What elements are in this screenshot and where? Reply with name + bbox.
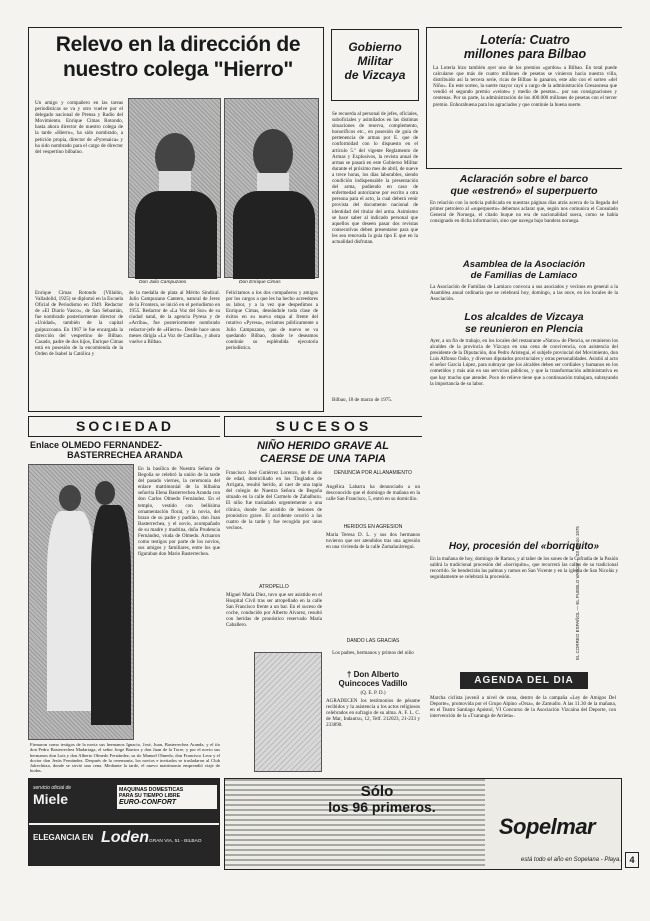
alcaldes-title-2: se reunieron en Plencia bbox=[465, 323, 583, 335]
sociedad-title bbox=[30, 440, 220, 460]
miele-line-3: PARA SU TIEMPO LIBRE bbox=[119, 793, 181, 799]
sucesos-article bbox=[224, 416, 422, 774]
obituary-rip: (Q. E. P. D.) bbox=[360, 690, 386, 696]
borriquito-title: Hoy, procesión del «borriquito» bbox=[448, 541, 600, 552]
obituary-body: AGRADECEN los testimonios de pésame recibidos y la asistencia a los actos religiosos celebrados en sufragio de su alma. A. F. L. C. de Mar, Indautxu, 12, Telf. 212023, 21-233 y 233890. bbox=[326, 698, 420, 729]
loteria-title-2: millones para Bilbao bbox=[463, 47, 587, 61]
asamblea-article bbox=[426, 259, 622, 302]
asamblea-body: La Asociación de Familias de Lamiaco convoca a sus asociados y vecinos en general a la Asamblea anual ordinaria que se celebrará hoy, domingo, a las once, en los locales de la Asociación. bbox=[430, 284, 618, 303]
sopelmar-line-2: los 96 primeros. bbox=[328, 799, 436, 815]
aclaracion-article bbox=[426, 173, 622, 224]
sucesos-col1: Francisco José Gutiérrez Lorenzo, de 8 años de edad, domiciliado en los Tinglados de Arrigata, resultó herido, al caer de una tapia del colegio de Nuestra Señora de Begoña situado en la calle del Carmelo de Zabalburu. El niño fue trasladado urgentemente a una clínica, donde fue asistido de lesiones de pronóstico grave. El accidente ocurrió a las cuatro de la tarde y fue recogido por unos vecinos. bbox=[226, 470, 322, 531]
obituary-name-1: † Don Alberto bbox=[346, 670, 400, 679]
sociedad-title-2: BASTERRECHEA ARANDA bbox=[67, 450, 183, 460]
sucesos-col1b: Miguel María Diez, tuvo que ser asistido en el Hospital Civil tras ser atropellado en la calle San Francisco frente a un bar. En el suceso de coche, conducido por Alberto Alvarez, resultó con heridas de pronóstico reservado María Caballero. bbox=[226, 592, 322, 629]
sopelmar-tagline: está todo el año en Sopelana - Playa. bbox=[520, 857, 621, 863]
sucesos-title-1: NIÑO HERIDO GRAVE AL bbox=[256, 440, 389, 452]
relevo-col3: Felicitamos a los dos compañeros y amigos por los cargos a que les ha hecho acreedores su labor, y a la vez que despedimos a Enrique Cimas, deseándole toda clase de éxitos en su nueva etapa al frente del rotativo «Pyresa», reclamos públicamente a Julio Campuzano, que de nuevo se va quedando Bilbao, donde le deseamos continúe su espléndida ejecutoria periodística. bbox=[226, 290, 318, 351]
aclaracion-title-2: que «estrenó» el superpuerto bbox=[450, 185, 598, 197]
side-text: EL CORREO ESPAÑOL — EL PUEBLO VASCO — 23 marzo 1975 bbox=[575, 526, 580, 660]
gobierno-signature: Bilbao, 18 de marzo de 1975. bbox=[332, 397, 393, 403]
relevo-article bbox=[28, 27, 324, 412]
agenda-body: Marcha ciclista juvenil a nivel de zona, dentro de la campaña «Ley de Amigos Del Deporte», promovida por el Grupo Alpino «Orsa», de Zamudio. A las 11.30 de la mañana, en el Teatro Santiago Apóstol, VI Concurso de la Asociación Vizcaína del Deporte, con intervención de la «Txaranga de Arrieta». bbox=[430, 695, 616, 720]
borriquito-body: En la mañana de hoy, domingo de Ramos, y al tañer de los sones de la Cofradía de la Pasión saldrá la tradicional procesión del «borriquito», que recorrerá las calles de su tradicional recorrido. Se bendecirán las palmas y ramos en San Vicente y en la iglesia de San Nicolás y seguidamente se celebrará la procesión. bbox=[430, 556, 618, 581]
atropello-head: ATROPELLO bbox=[259, 584, 289, 590]
caption-campuzano: Don Julio Campuzano bbox=[139, 280, 187, 285]
borriquito-article bbox=[426, 541, 622, 580]
page-number: 4 bbox=[625, 852, 639, 868]
aclaracion-body: En relación con la noticia publicada en nuestras páginas días atrás acerca de la llegada del primer petrolero al «superpuerto» debemos aclarar que, según nos comunica el Consulado General de Noruega, el citado buque no era de nacionalidad sueca, como se había consignado en dicha información, sino que navega bajo bandera noruega. bbox=[430, 200, 618, 225]
sucesos-title-2: CAERSE DE UNA TAPIA bbox=[260, 452, 386, 465]
heridos-head: HERIDOS EN AGRESION bbox=[343, 524, 403, 530]
sociedad-caption: Firmaron como testigos de la novia sus hermanos Ignacio, José, Juan, Basterrechea Aranda, y el tío don Pedro Basterrechea Madariaga, el señor Jorge Barrios y don Juan de la Torre, y por el novio sus hermanos don Luis y don Alberto Olmedo Fernández, su tío Manuel Olmedo, don Francisco Leoz y el doctor don Jesús Fernández. Después de la ceremonia, los novios e invitados se trasladaron al Club Jalrechtiza, donde se sirvió una cena. Mediante la tarde, el nuevo matrimonio emprendió viaje de bodas. bbox=[30, 742, 220, 774]
alcaldes-body: Ayer, a un fin de trabajo, en los locales del restaurante «Natxo» de Plencia, se reunieron los alcaldes de la provincia de Vizcaya en una cena de convivencia, con asistencia del presidente de la Diputación, don Pedro Arístegui, el subjefe provincial del Movimiento, don Luis Alfonso Oaño, y diversos diputados provinciales y otras personalidades. Asistió al acto el señor García López, para subrayar que los alcaldes deben ser cordiales y humanos en los cometidos y más aún en sus servicios públicos, y que la transformación administrativa es que hay mucho que atender. Poco de relieve tiene que a continuación trabajara, subrayando la importancia de su labor. bbox=[430, 338, 618, 387]
elegancia-text: ELEGANCIA EN bbox=[33, 833, 94, 842]
relevo-col2: de la medalla de plata al Mérito Sindical. Julio Campuzano Cantero, natural de Jerez de la Frontera, se inició en el periodismo en 1955. Redactor de «La Voz del Sur» de su ciudad natal, de la agencia Pyresa y de «Arriba», fue posteriormente nombrado redactor-jefe de «Hierro». Desde hace unos meses dirigía «La Voz de Castilla», y ahora vuelve a Bilbao. bbox=[129, 290, 220, 345]
relevo-col1: Enrique Cimas Rotondo (Villalón, Valladolid, 1925) se diplomó en la Escuela Oficial de Periodismo en 1949. Redactor de «El Diario Vasco», de San Sebastián, fue nombrado posteriormente director de «Unidad», también de la capital guipuzcoana. En 1967 le fue encargada la dirección del vespertino de Bilbao. Casado, padre de dos hijos, Enrique Cimas está en posesión de la encomienda de la Orden de Isabel la Católica y bbox=[35, 290, 123, 357]
miele-ad bbox=[28, 778, 220, 866]
agenda-header: AGENDA DEL DIA bbox=[460, 672, 588, 689]
miele-top: servicio oficial de bbox=[33, 785, 72, 791]
miele-line-4: EURO-CONFORT bbox=[119, 799, 177, 806]
sociedad-header: SOCIEDAD bbox=[28, 416, 220, 437]
sopelmar-brand: Sopelmar bbox=[498, 814, 596, 839]
relevo-headline-line-2: nuestro colega "Hierro" bbox=[62, 58, 294, 81]
relevo-headline bbox=[37, 32, 319, 82]
loteria-article bbox=[426, 27, 622, 169]
obituary-name-2: Quincoces Vadillo bbox=[338, 679, 408, 688]
sucesos-col2: Angélica Labarra ha denunciado a un desconocido que el domingo de mañana en la calle San Francisco, 5, entró en su domicilio. bbox=[326, 484, 420, 503]
alcaldes-title-1: Los alcaldes de Vizcaya bbox=[464, 311, 584, 323]
gobierno-title-3: de Vizcaya bbox=[344, 68, 406, 82]
denuncia-head: DENUNCIA POR ALLANAMIENTO bbox=[334, 470, 412, 476]
alcaldes-article bbox=[426, 311, 622, 387]
relevo-headline-line-1: Relevo en la dirección de bbox=[55, 33, 301, 56]
sucesos-header: SUCESOS bbox=[224, 416, 422, 437]
right-column bbox=[426, 27, 622, 870]
sopelmar-ad bbox=[224, 778, 622, 870]
asamblea-title-1: Asamblea de la Asociación bbox=[462, 259, 586, 270]
sociedad-body: En la basílica de Nuestra Señora de Begoña se celebró la unión de la tarde del pasado viernes, la ceremonia del enlace matrimonial de la bilbaína señorita Elena Basterrechea Aranda con don Carlos Olmedo Fernández. En el templo, vestido con bellísima ornamentación floral, y la novia, del brazo de su padre y padrino, don Juan Basterrechea, y el novio, acompañado de su madre y madrina, doña Prudencia Fernández, viuda de Olmedo. Actuaron como testigos por parte de los novios, sus amigos y familiares, entre los que figuraban don Mario Basterrechea. bbox=[138, 466, 220, 558]
loden-brand: Loden bbox=[101, 829, 149, 846]
sucesos-title bbox=[224, 440, 422, 465]
gobierno-title-2: Militar bbox=[357, 54, 393, 68]
gracias-body: Los padres, hermanos y primos del niño bbox=[332, 650, 414, 656]
sociedad-article bbox=[28, 416, 220, 774]
asamblea-title-2: de Familias de Lamiaco bbox=[470, 270, 578, 281]
sopelmar-line-1: Sólo bbox=[360, 783, 394, 800]
gracias-head: DANDO LAS GRACIAS bbox=[346, 638, 400, 644]
wedding-photo bbox=[28, 464, 134, 740]
aclaracion-title-1: Aclaración sobre el barco bbox=[459, 173, 589, 185]
loteria-title-1: Lotería: Cuatro bbox=[480, 33, 570, 47]
loteria-body: La Lotería hizo también ayer uno de los premios «gordos» a Bilbao. En total puede calcularse que más de cuatro millones de pesetas se vinieron hacia nuestra villa, distribuido así la tercera serie, ricas de Bilbao lo ganaron, este año con el sorteo «del Niño». En este sorteo, la suerte mayor cayó a cargo de la administración Gresaonesa que vendió el segundo premio «veinte» y medio de pesetas... por sus consignaciones y centenas. Por su parte, la administración de los 400.000 millones de pesetas con el tercer premio. Enhorabuena para los agraciados y que continúe la buena suerte. bbox=[433, 65, 617, 108]
sociedad-title-1: Enlace OLMEDO FERNANDEZ- bbox=[30, 440, 163, 450]
miele-line-2: MAQUINAS DOMESTICAS bbox=[119, 787, 184, 793]
gobierno-title-box bbox=[331, 29, 419, 101]
map-photo bbox=[254, 652, 322, 772]
caption-cimas: Don Enrique Cimas bbox=[239, 280, 281, 285]
gobierno-body: Se recuerda al personal de jefes, oficiales, suboficiales y asimilados en las distintas situaciones de reserva, complemento, honoríficos etc., en posesión de guía de pertenencia de armas por E. que de conformidad con lo dispuesto en el artículo 5.º del vigente Reglamento de Armas y Explosivos, la revista anual de armas se pasará en este Gobierno Militar durante el próximo mes de abril, de nueve a trece horas, los días laborables, siendo condición indispensable la presentación del arma, pudiendo en caso de enfermedad autorizarse por escrito a otra persona para el acto, la cual deberá venir provista del documento nacional de identidad del titular del arma. Asimismo se hace saber al indicado personal que aquellos que deseen pasar dos revistas consecutivas deben presentarse para que les sea renovada la guía tipo E que en la actualidad disfrutan. bbox=[332, 111, 418, 245]
photo-campuzano bbox=[128, 98, 221, 278]
obituary-name bbox=[326, 670, 420, 688]
relevo-lead: Un amigo y compañero en las tareas periodísticas se va y otro vuelve por el delegado nacional de Prensa y Radio del Movimiento. Enrique Cimas Rotondo, hasta ahora director de nuestro colega de la tarde «Hierro», ha sido nombrado, a petición propia, director de «Pyrenaica» y ha sido nombrado para el cargo de director del vespertino bilbaíno. bbox=[35, 100, 123, 155]
loden-sub: GRAN VIA, 51 - BILBAO bbox=[149, 839, 202, 844]
sucesos-col2b: María Teresa D. L. y sus dos hermanos tuvieron que ser atendidos tras una agresión en una vivienda de la calle Zumalacárregui. bbox=[326, 532, 420, 551]
photo-cimas bbox=[224, 98, 319, 278]
gobierno-title-1: Gobierno bbox=[348, 40, 402, 54]
gobierno-article bbox=[328, 27, 423, 412]
miele-brand: Miele bbox=[33, 791, 69, 807]
